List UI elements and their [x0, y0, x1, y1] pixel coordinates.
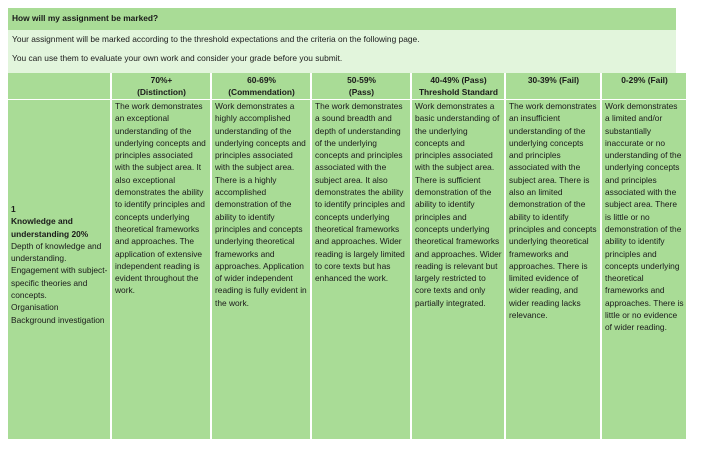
descriptor-fail-30: The work demonstrates an insufficient understanding of the underlying concepts and principles associated with the subject area. There is also an limited demonstration of the ability to identify principles and concepts underlying theoretical frameworks and approaches. There is limited evidence of wider reading, and wider reading lacks relevance.	[506, 100, 600, 439]
header-corner	[8, 73, 110, 99]
column-range: 0-29% (Fail)	[621, 75, 668, 85]
column-header-distinction	[112, 73, 210, 99]
column-range: 60-69%	[247, 75, 276, 85]
criterion-title: Knowledge and understanding 20%	[11, 216, 89, 239]
column-range: 70%+	[150, 75, 173, 85]
criterion-cell	[8, 100, 110, 439]
column-header-fail-30	[506, 73, 600, 99]
intro-line-1: Your assignment will be marked according to the threshold expectations and the criteria on the following page.	[12, 34, 420, 44]
column-header-fail-0	[602, 73, 686, 99]
descriptor-pass: The work demonstrates a sound breadth and depth of understanding of the underlying concepts and principles associated with the subject area. It also demonstrates the ability to identify principles and concepts underlying theoretical frameworks and approaches. Wider reading is largely limited to core texts but has enhanced the work.	[312, 100, 410, 439]
section-heading: How will my assignment be marked?	[8, 8, 676, 30]
descriptor-commendation: Work demonstrates a highly accomplished understanding of the underlying concepts and principles associated with the subject area. There is a highly accomplished demonstration of the ability to identify principles and concepts underlying theoretical frameworks and approaches. Application of wider independent reading is fully evident in the work.	[212, 100, 310, 439]
column-label: (Commendation)	[228, 87, 295, 97]
column-range: 40-49% (Pass)	[430, 75, 487, 85]
descriptor-threshold: Work demonstrates a basic understanding of the underlying concepts and principles associated with the subject area. There is sufficient demonstration of the ability to identify principles and concepts underlying theoretical frameworks and approaches. Wider reading is relevant but largely restricted to core texts and only partially integrated.	[412, 100, 504, 439]
criterion-number: 1	[11, 204, 16, 214]
column-header-pass	[312, 73, 410, 99]
intro-box	[8, 30, 676, 76]
criteria-table	[8, 73, 686, 438]
column-label: Threshold Standard	[418, 87, 499, 97]
criterion-description: Depth of knowledge and understanding. Engagement with subject-specific theories and concepts. Organisation Background investigation	[11, 240, 108, 325]
intro-line-2: You can use them to evaluate your own work and consider your grade before you submit.	[12, 53, 343, 63]
column-header-threshold	[412, 73, 504, 99]
column-range: 50-59%	[347, 75, 376, 85]
column-header-commendation	[212, 73, 310, 99]
column-label: (Pass)	[348, 87, 375, 97]
marking-page	[8, 8, 686, 438]
descriptor-distinction: The work demonstrates an exceptional understanding of the underlying concepts and principles associated with the subject area. It also exceptional demonstrates the ability to identify principles and concepts underlying theoretical frameworks and approaches. The application of extensive independent reading is evident throughout the work.	[112, 100, 210, 439]
descriptor-fail-0: Work demonstrates a limited and/or substantially inaccurate or no understanding of the underlying concepts and principles associated with the subject area. There is little or no demonstration of the ability to identify principles and concepts underlying theoretical frameworks and approaches. There is little or no evidence of wider reading.	[602, 100, 686, 439]
column-label: (Distinction)	[137, 87, 186, 97]
column-range: 30-39% (Fail)	[527, 75, 580, 85]
